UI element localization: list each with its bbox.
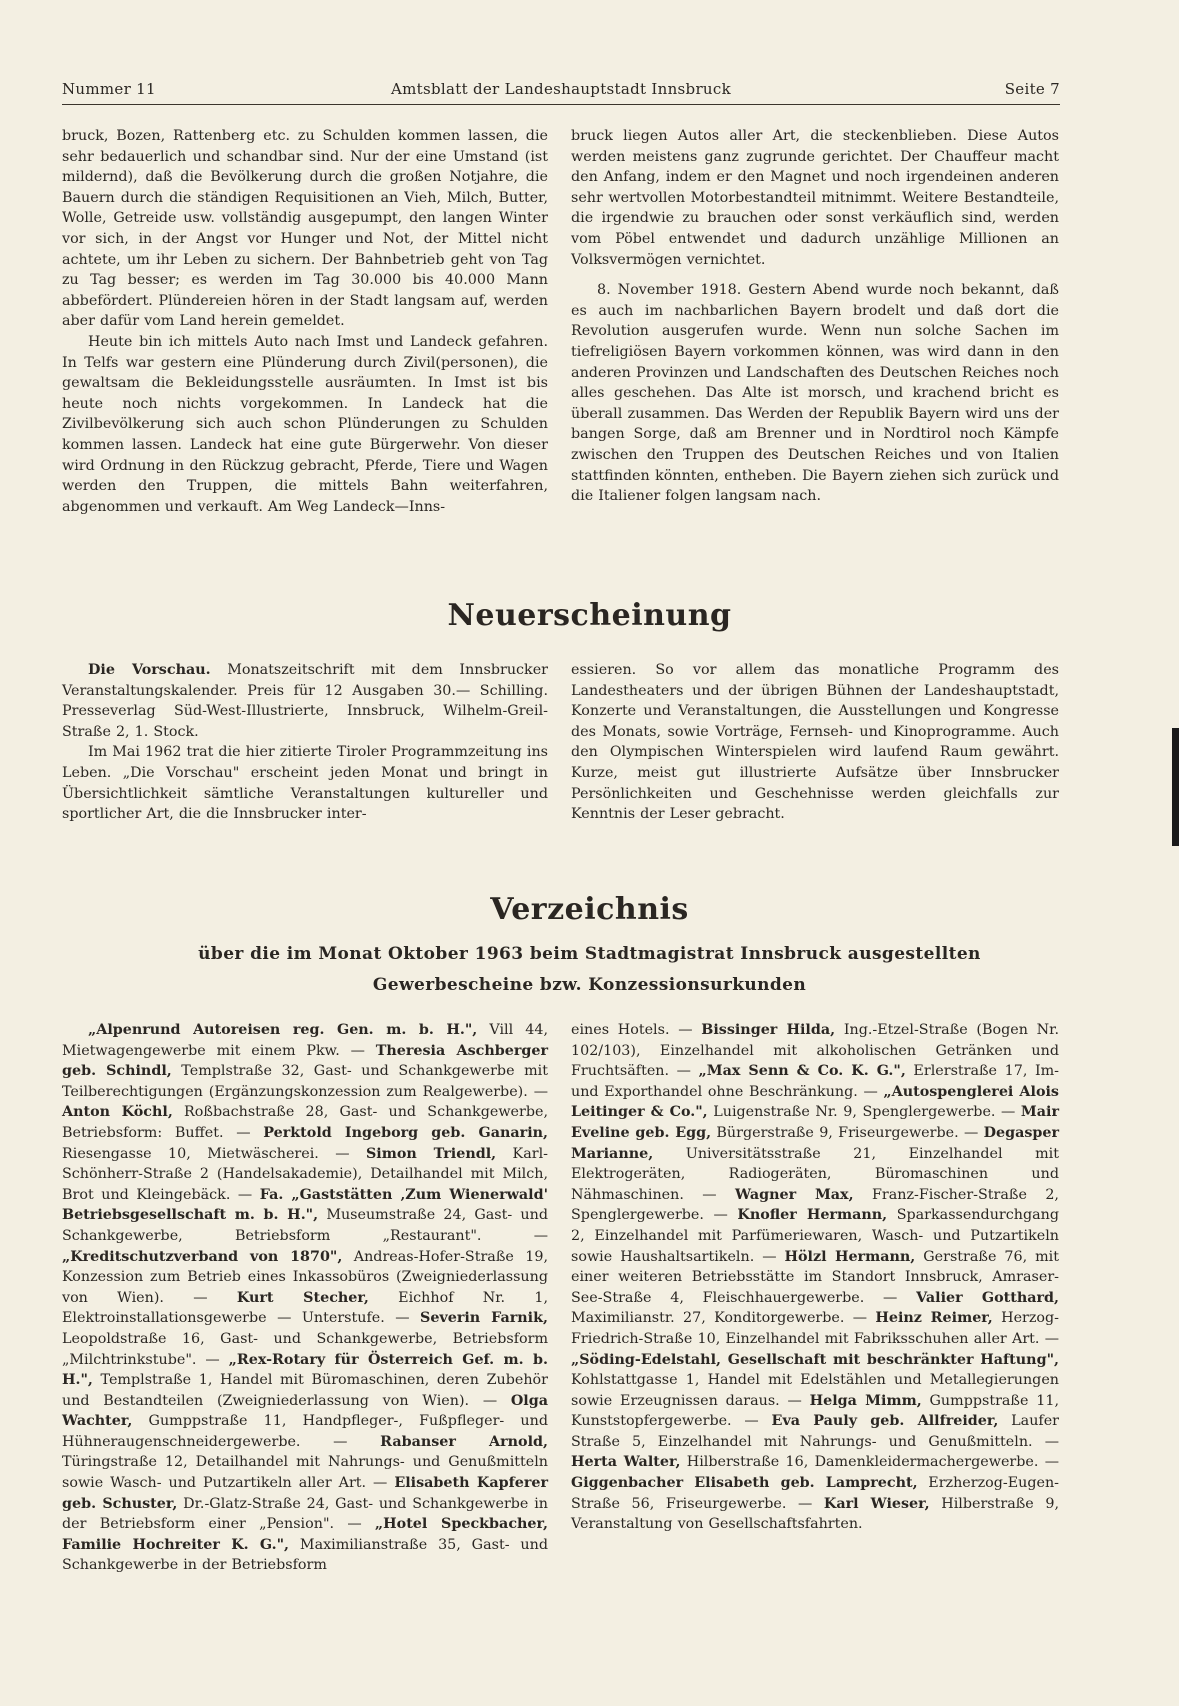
registry-entry-name-left-12: „Kreditschutzverband von 1870", [62,1248,343,1265]
registry-entry-name-right-19: Heinz Reimer, [875,1310,993,1327]
neuerscheinung-citation [62,660,548,742]
registry-entry-details-right-18: Maximilianstr. 27, Konditorgewerbe. — [571,1310,876,1327]
registry-entry-details-right-22: Kohlstattgasse 1, Handel mit Edelstählen und Metallegierungen sowie Erzeugnissen daraus. — [571,1372,1059,1409]
registry-entry-name-left-14: Kurt Stecher, [236,1289,369,1306]
neuerscheinung-heading: Neuerscheinung [447,598,732,633]
scan-binding-edge [1172,728,1179,846]
top-article-right-column [571,126,1059,507]
registry-entry-name-right-23: Helga Mimm, [809,1392,922,1409]
registry-entry-details-left-23: Türingstraße 12, Detailhandel mit Nahrungs- und Genußmitteln sowie Wasch- und Putzartikeln aller Art. — [62,1454,548,1492]
registry-entry-name-right-31: Karl Wieser, [823,1495,930,1512]
registry-entry-details-right-16: Gerstraße 76, mit einer weiteren Betriebsstätte im Standort Innsbruck, Amraser-See-Straße 4, Fleischhauergewerbe. — [571,1248,1059,1306]
top-article-left-column [62,126,548,517]
registry-entry-name-left-26: „Hotel Speckbacher, Familie Hochreiter K. G.", [62,1516,548,1553]
registry-entry-details-right-20: Herzog-Friedrich-Straße 10, Einzelhandel mit Fabriksschuhen aller Art. — [571,1310,1059,1347]
registry-entry-name-right-7: Mair Eveline geb. Egg, [571,1104,1059,1141]
registry-entry-details-right-24: Gumppstraße 11, Kunststopfergewerbe. — [571,1392,1059,1430]
page-header [62,80,1060,100]
registry-entry-name-right-15: Hölzl Hermann, [784,1248,916,1265]
top-left-paragraph-1: bruck, Bozen, Rattenberg etc. zu Schulden kommen lassen, die sehr bedauerlich und schandbar sind. Nur der eine Umstand (ist mildernd), daß die Bevölkerung durch die großen Notjahre, die Bauern durch die ständigen Requisitionen an Vieh, Milch, Butter, Wolle, Getreide usw. vollständig ausgepumpt, den langen Winter vor sich, in der Angst vor Hunger und Not, der Mittel nicht achtete, um ihr Leben zu sichern. Der Bahnbetrieb geht von Tag zu Tag besser; es werden im Tag 30.000 bis 40.000 Mann abbefördert. Plündereien hören in der Stadt langsam auf, werden aber dafür vom Land herein gemeldet. [62,128,548,330]
registry-entry-details-left-5: Roßbachstraße 28, Gast- und Schankgewerbe, Betriebsform: Buffet. — [62,1104,549,1141]
registry-entry-name-left-8: Simon Triendl, [365,1145,497,1162]
registry-entry-details-right-4: Erlerstraße 17, Im- und Exporthandel ohne Beschränkung. — [571,1063,1059,1100]
registry-entry-details-left-1: Vill 44, Mietwagengewerbe mit einem Pkw. — [62,1022,548,1059]
registry-entry-details-right-8: Bürgerstraße 9, Friseurgewerbe. — [711,1124,984,1141]
registry-entry-name-left-24: Elisabeth Kapferer geb. Schuster, [62,1475,549,1512]
registry-entry-details-right-28: Hilberstraße 16, Damenkleidermachergewerbe. — [680,1454,1059,1471]
registry-entry-details-left-17: Leopoldstraße 16, Gast- und Schankgewerbe, Betriebsform „Milchtrinkstube". — [62,1330,548,1368]
registry-entry-details-right-32: Hilberstraße 9, Veranstaltung von Gesellschaftsfahrten. [571,1495,1059,1533]
verzeichnis-left-list [62,1020,548,1576]
registry-entry-details-left-9: Karl-Schönherr-Straße 2 (Handelsakademie), Detailhandel mit Milch, Brot und Kleingebäck. — [62,1145,548,1203]
issue-number: Nummer 11 [62,80,156,98]
registry-entry-name-left-0: „Alpenrund Autoreisen reg. Gen. m. b. H.", [88,1022,478,1038]
registry-entry-name-right-21: „Söding-Edelstahl, Gesellschaft mit beschränkter Haftung", [571,1351,1059,1368]
registry-entry-details-left-19: Templstraße 1, Handel mit Büromaschinen, deren Zubehör und Bestandteilen (Zweigniederlassung von Wien). — [62,1372,548,1409]
verzeichnis-subtitle-line-2: Gewerbescheine bzw. Konzessionsurkunden [372,975,807,995]
registry-entry-details-left-3: Templstraße 32, Gast- und Schankgewerbe mit Teilberechtigungen (Ergänzungskonzession zum Realgewerbe). — [62,1063,548,1100]
registry-entry-details-right-26: Laufer Straße 5, Einzelhandel mit Nahrungs- und Genußmitteln. — [571,1413,1059,1450]
registry-entry-name-left-10: Fa. „Gaststätten ‚Zum Wienerwald' Betriebsgesellschaft m. b. H.", [62,1186,548,1224]
verzeichnis-subtitle-line-1: über die im Monat Oktober 1963 beim Stadtmagistrat Innsbruck ausgestellten [198,944,981,964]
registry-entry-details-left-27: Maximilianstraße 35, Gast- und Schankgewerbe in der Betriebsform [62,1536,548,1574]
registry-entry-name-right-17: Valier Gotthard, [916,1289,1059,1306]
registry-entry-details-right-0: eines Hotels. — [571,1022,702,1038]
verzeichnis-right-list [571,1020,1059,1535]
top-right-paragraph-1: bruck liegen Autos aller Art, die steckenblieben. Diese Autos werden meistens ganz zugrunde gerichtet. Der Chauffeur macht den Anfang, indem er den Magnet und noch irgendeinen anderen sehr wertvollen Motorbestandteil mitnimmt. Weitere Bestandteile, die irgendwie zu brauchen oder sonst verkäuflich sind, werden vom Pöbel entwendet und dadurch unzählige Millionen an Volksvermögen vernichtet. [571,128,1059,268]
registry-entry-details-right-6: Luigenstraße Nr. 9, Spenglergewerbe. — [707,1104,1021,1121]
neuerscheinung-left-column [62,660,548,825]
registry-entry-name-right-13: Knofler Hermann, [737,1207,888,1224]
registry-entry-name-left-2: Theresia Aschberger geb. Schindl, [62,1042,548,1080]
publication-name: Die Vorschau. [88,662,211,678]
registry-entry-name-left-16: Severin Farnik, [420,1310,548,1327]
verzeichnis-heading: Verzeichnis [490,892,689,927]
registry-entry-details-left-7: Riesengasse 10, Mietwäscherei. — [62,1145,366,1162]
neuerscheinung-paragraph-2: essieren. So vor allem das monatliche Programm des Landestheaters und der übrigen Bühnen der Landeshauptstadt, Konzerte und Veranstaltungen, die Ausstellungen und Kongresse des Monats, sowie Vorträge, Fernseh- und Kinoprogramme. Auch den Olympischen Winterspielen wird laufend Raum gewährt. Kurze, meist gut illustrierte Aufsätze über Innsbrucker Persönlichkeiten und Geschehnisse werden gleichfalls zur Kenntnis der Leser gebracht. [571,662,1059,823]
registry-entry-name-left-6: Perktold Ingeborg geb. Ganarin, [263,1124,548,1141]
registry-entry-details-left-11: Museumstraße 24, Gast- und Schankgewerbe, Betriebsform „Restaurant". — [62,1207,548,1244]
verzeichnis-left-column [62,1020,548,1576]
registry-entry-details-left-13: Andreas-Hofer-Straße 19, Konzession zum Betrieb eines Inkassobüros (Zweigniederlassung von Wien). — [62,1248,548,1306]
registry-entry-name-right-11: Wagner Max, [735,1186,854,1203]
registry-entry-name-left-18: „Rex-Rotary für Österreich Gef. m. b. H.", [62,1351,548,1389]
registry-entry-details-left-25: Dr.-Glatz-Straße 24, Gast- und Schankgewerbe in der Betriebsform einer „Pension". — [62,1495,548,1533]
registry-entry-name-right-3: „Max Senn & Co. K. G.", [698,1063,906,1080]
registry-entry-name-left-20: Olga Wachter, [62,1392,548,1430]
top-right-paragraph-2: 8. November 1918. Gestern Abend wurde noch bekannt, daß es auch im nachbarlichen Bayern brodelt und daß dort die Revolution ausgerufen wurde. Wenn nun solche Sachen im tiefreligiösen Bayern vorkommen können, was wird dann in den anderen Provinzen und Landschaften des Deutschen Reiches noch alles geschehen. Das Alte ist morsch, und krachend bricht es überall zusammen. Das Werden der Republik Bayern wird uns der bangen Sorge, daß am Brenner und in Nordtirol noch Kämpfe zwischen den Truppen des Deutschen Reiches und von Italien stattfinden könnten, entheben. Die Bayern ziehen sich zurück und die Italiener folgen langsam nach. [571,282,1059,505]
publication-title: Amtsblatt der Landeshauptstadt Innsbruck [391,80,731,98]
registry-entry-name-right-27: Herta Walter, [571,1454,681,1471]
registry-entry-details-right-14: Sparkassendurchgang 2, Einzelhandel mit Parfümeriewaren, Wasch- und Putzartikeln sowie Haushaltsartikeln. — [571,1207,1059,1265]
top-left-paragraph-2: Heute bin ich mittels Auto nach Imst und Landeck gefahren. In Telfs war gestern eine Plünderung durch Zivil(personen), die gewaltsam die Bekleidungsstelle ausräumten. In Imst ist bis heute noch nichts vorgekommen. In Landeck hat die Zivilbevölkerung sich auch schon Plünderungen zu Schulden kommen lassen. Landeck hat eine gute Bürgerwehr. Von dieser wird Ordnung in den Rückzug gebracht, Pferde, Tiere und Wagen werden den Truppen, die mittels Bahn weiterfahren, abgenommen und verkauft. Am Weg Landeck—Inns- [62,333,548,515]
neuerscheinung-right-column [571,660,1059,825]
header-rule [62,104,1060,105]
registry-entry-name-right-1: Bissinger Hilda, [701,1022,836,1038]
registry-entry-details-left-21: Gumppstraße 11, Handpfleger-, Fußpfleger- und Hühneraugenschneidergewerbe. — [62,1413,548,1450]
publication-details: Monatszeitschrift mit dem Innsbrucker Veranstaltungskalender. Preis für 12 Ausgaben 30.— Schilling. Presseverlag Süd-West-Illustrierte, Innsbruck, Wilhelm-Greil-Straße 2, 1. Stock. [62,662,548,740]
registry-entry-name-left-4: Anton Köchl, [62,1104,173,1121]
neuerscheinung-paragraph-1: Im Mai 1962 trat die hier zitierte Tiroler Programmzeitung ins Leben. „Die Vorschau" erscheint jeden Monat und bringt in Übersichtlichkeit sämtliche Veranstaltungen kultureller und sportlicher Art, die die Innsbrucker inter- [62,744,548,823]
registry-entry-name-right-9: Degasper Marianne, [571,1124,1060,1162]
page-number: Seite 7 [1004,80,1060,98]
registry-entry-details-right-2: Ing.-Etzel-Straße (Bogen Nr. 102/103), Einzelhandel mit alkoholischen Getränken und Fruchtsäften. — [571,1022,1059,1080]
registry-entry-details-right-10: Universitätsstraße 21, Einzelhandel mit Elektrogeräten, Radiogeräten, Büromaschinen und Nähmaschinen. — [571,1145,1059,1203]
registry-entry-details-right-12: Franz-Fischer-Straße 2, Spenglergewerbe. — [571,1186,1059,1224]
registry-entry-details-right-30: Erzherzog-Eugen-Straße 56, Friseurgewerbe. — [571,1475,1059,1512]
registry-entry-name-left-22: Rabanser Arnold, [380,1433,548,1450]
registry-entry-details-left-15: Eichhof Nr. 1, Elektroinstallationsgewerbe — Unterstufe. — [62,1289,548,1327]
verzeichnis-right-column [571,1020,1059,1535]
registry-entry-name-right-25: Eva Pauly geb. Allfreider, [771,1413,999,1430]
registry-entry-name-right-5: „Autospenglerei Alois Leitinger & Co.", [571,1083,1059,1121]
registry-entry-name-right-29: Giggenbacher Elisabeth geb. Lamprecht, [571,1475,918,1492]
